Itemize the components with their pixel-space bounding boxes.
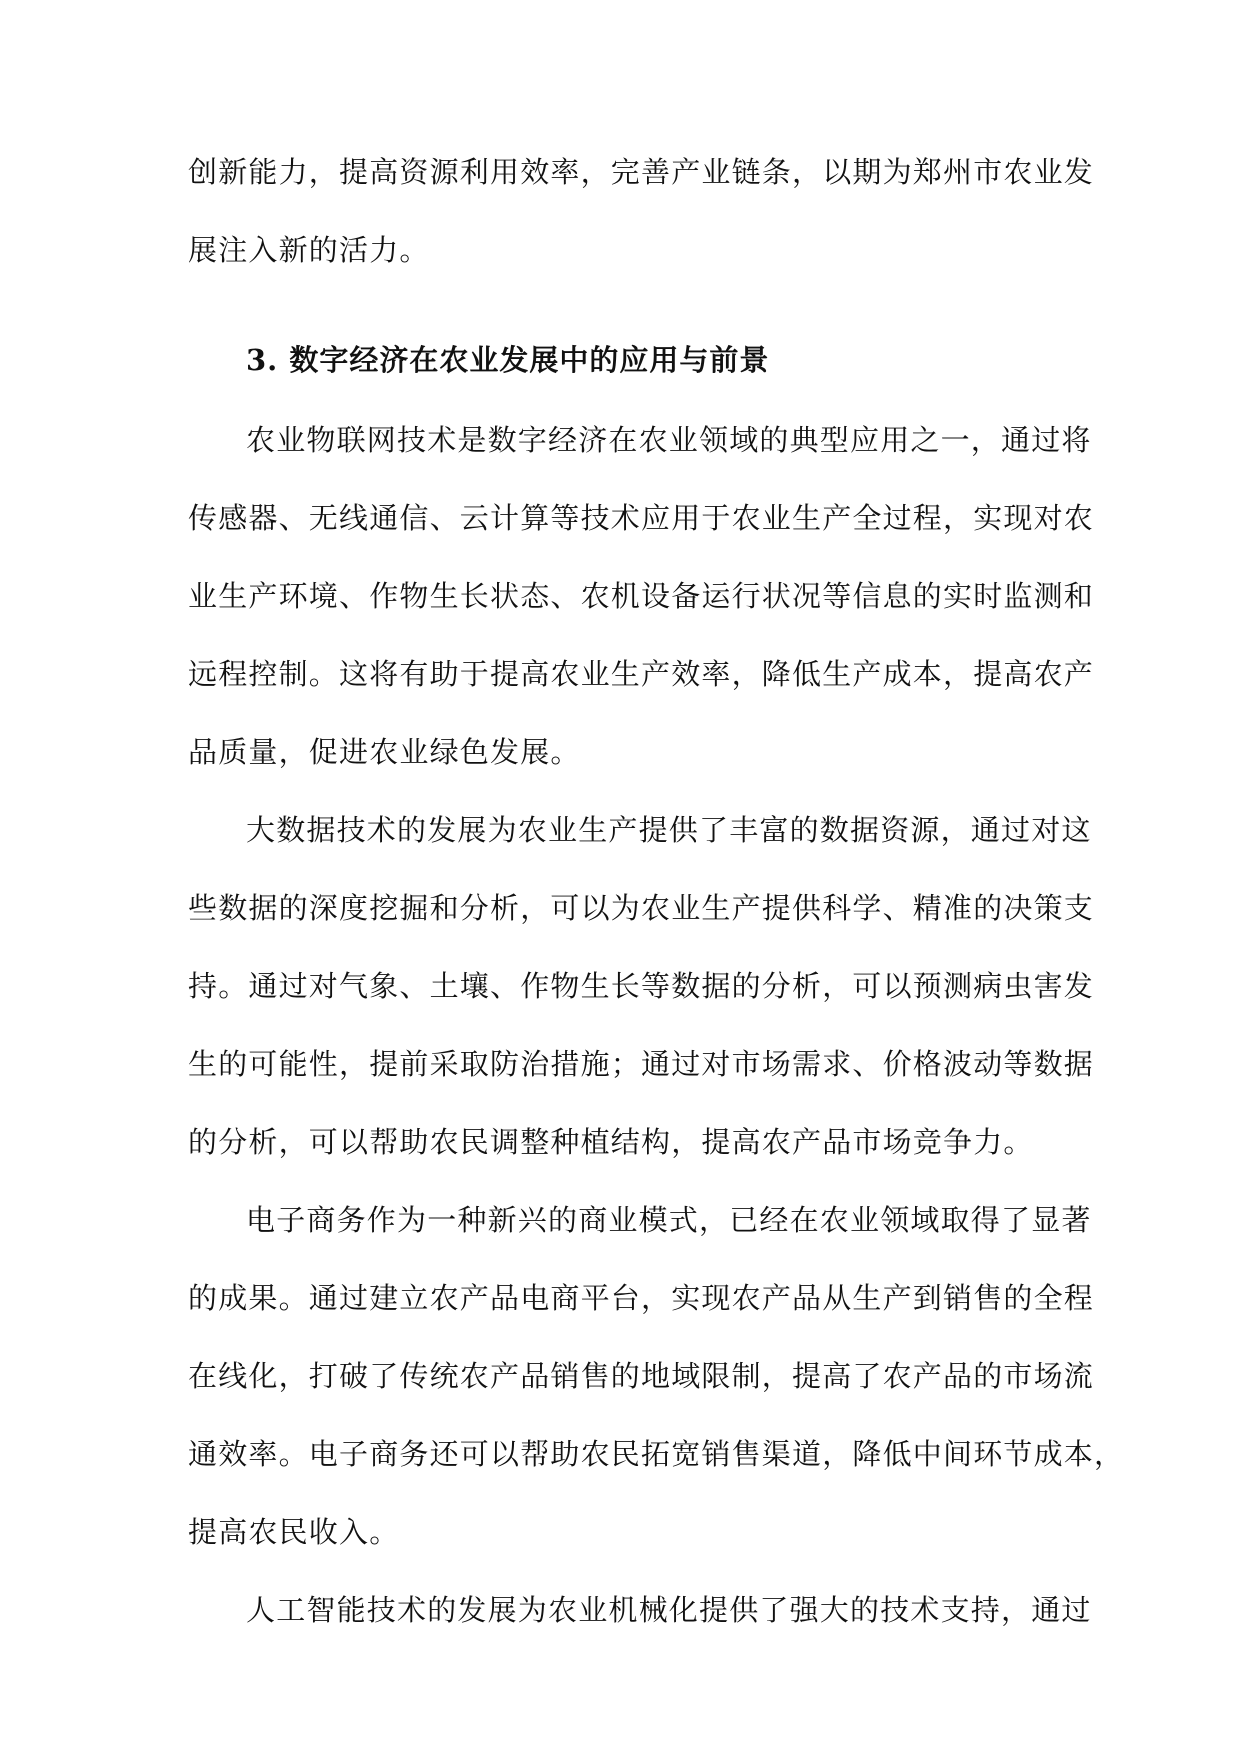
spacer xyxy=(188,299,1056,331)
paragraph-big-data xyxy=(188,801,1095,1191)
text-line: 的成果。通过建立农产品电商平台，实现农产品从生产到销售的全程 xyxy=(188,1281,1095,1315)
text-line: 品质量，促进农业绿色发展。 xyxy=(188,735,581,769)
text-line: 业生产环境、作物生长状态、农机设备运行状况等信息的实时监测和 xyxy=(188,579,1095,613)
paragraph-iot xyxy=(188,411,1095,801)
text-line: 大数据技术的发展为农业生产提供了丰富的数据资源，通过对这 xyxy=(246,813,1092,847)
text-line: 人工智能技术的发展为农业机械化提供了强大的技术支持，通过 xyxy=(246,1593,1092,1627)
page-content xyxy=(188,143,1125,1659)
text-line: 在线化，打破了传统农产品销售的地域限制，提高了农产品的市场流 xyxy=(188,1359,1095,1393)
paragraph-ai xyxy=(188,1581,1092,1659)
text-line: 持。通过对气象、土壤、作物生长等数据的分析，可以预测病虫害发 xyxy=(188,969,1095,1003)
text-line: 电子商务作为一种新兴的商业模式，已经在农业领域取得了显著 xyxy=(246,1203,1092,1237)
paragraph-ecommerce xyxy=(188,1191,1125,1581)
text-line: 提高农民收入。 xyxy=(188,1515,400,1549)
text-line: 展注入新的活力。 xyxy=(188,233,430,267)
text-line: 通效率。电子商务还可以帮助农民拓宽销售渠道，降低中间环节成本， xyxy=(188,1437,1125,1471)
text-line: 的分析，可以帮助农民调整种植结构，提高农产品市场竞争力。 xyxy=(188,1125,1034,1159)
continuation-paragraph xyxy=(188,143,1095,299)
text-line: 农业物联网技术是数字经济在农业领域的典型应用之一，通过将 xyxy=(246,423,1092,457)
text-line: 些数据的深度挖掘和分析，可以为农业生产提供科学、精准的决策支 xyxy=(188,891,1095,925)
text-line: 传感器、无线通信、云计算等技术应用于农业生产全过程，实现对农 xyxy=(188,501,1095,535)
text-line: 生的可能性，提前采取防治措施；通过对市场需求、价格波动等数据 xyxy=(188,1047,1095,1081)
text-line: 创新能力，提高资源利用效率，完善产业链条，以期为郑州市农业发 xyxy=(188,155,1095,189)
text-line: 远程控制。这将有助于提高农业生产效率，降低生产成本，提高农产 xyxy=(188,657,1095,691)
section-heading: 3. 数字经济在农业发展中的应用与前景 xyxy=(246,343,770,377)
